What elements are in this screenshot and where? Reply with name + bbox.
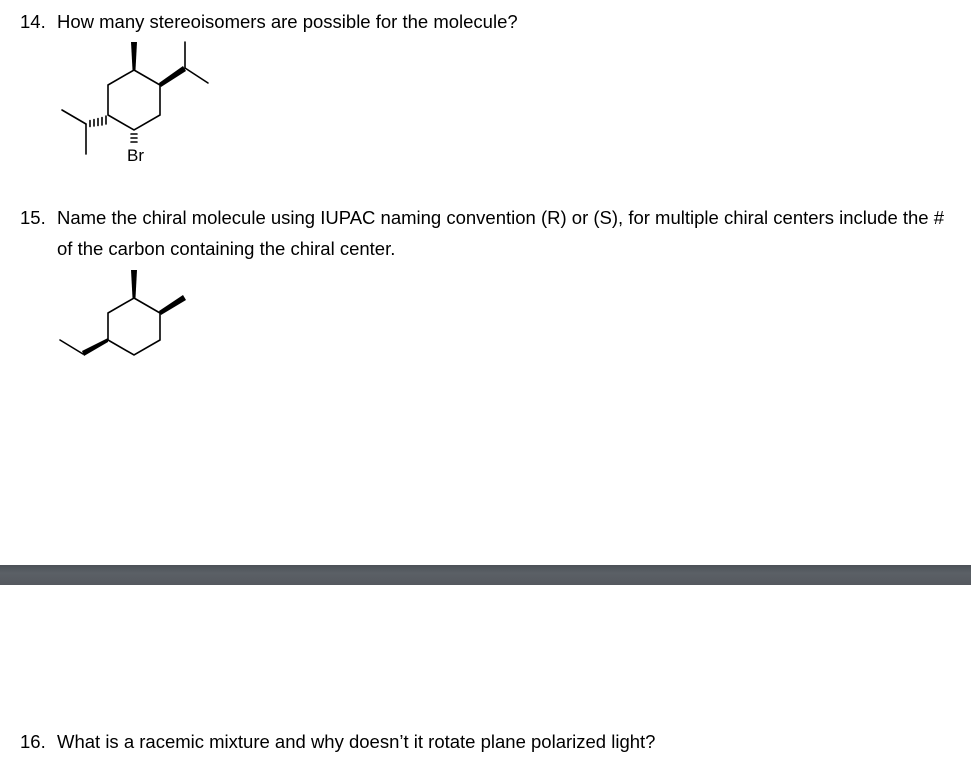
wedge-bond-ethyl [82,338,108,356]
question-text: Name the chiral molecule using IUPAC naming convention (R) or (S), for multiple chiral centers include the # of the carbon containing the chiral center. [57,207,945,259]
question-number: 14. [20,11,46,32]
page-separator [0,565,971,585]
question-number: 16. [20,731,46,752]
question-number: 15. [20,207,46,228]
question-text: How many stereoisomers are possible for the molecule? [57,11,518,32]
isopropyl-bond [62,110,86,124]
cyclohexane-ring [108,70,160,130]
isopropyl-bond [185,68,208,83]
wedge-bond-methyl [131,270,137,298]
cyclohexane-ring [108,298,160,355]
molecule-14-structure [0,0,971,200]
wedge-bond-isopropyl [159,66,186,87]
wedge-bond-methyl [131,42,137,70]
ethyl-bond [60,340,83,354]
wedge-bond-methyl [159,295,186,315]
molecule-15-structure [0,260,971,370]
question-text: What is a racemic mixture and why doesn’t it rotate plane polarized light? [57,731,656,752]
bromine-label: Br [127,146,144,165]
hashed-bond-isopropyl [90,116,106,127]
hashed-bond-bromine [131,134,137,142]
